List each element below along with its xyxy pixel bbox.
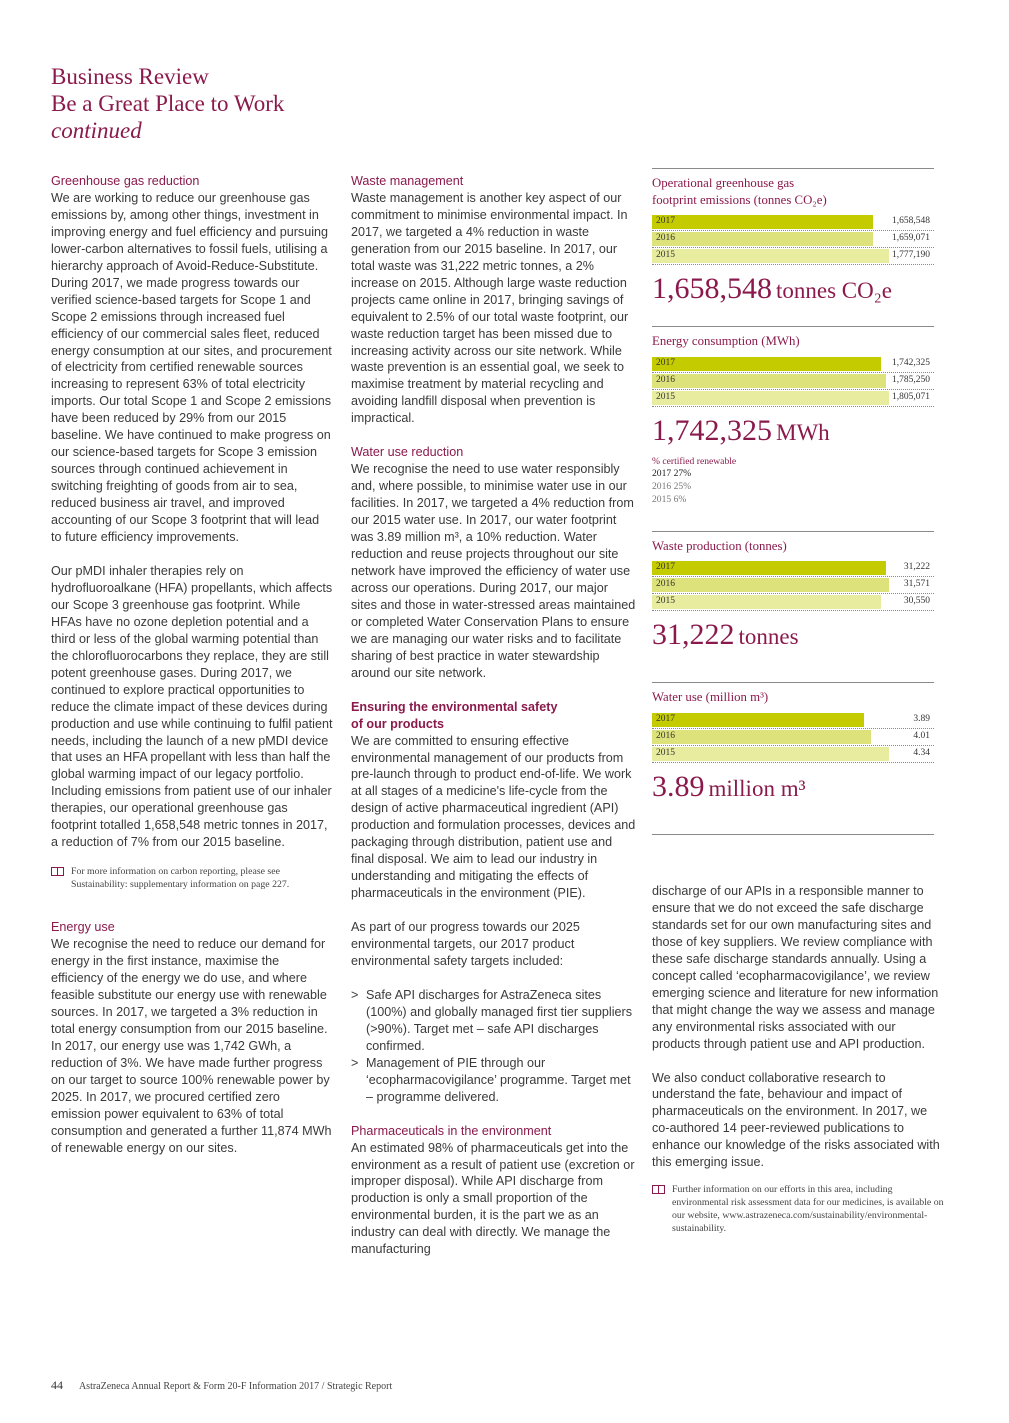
bar-year-label: 2015 <box>656 596 675 607</box>
kpi-headline <box>652 769 934 810</box>
kpi-unit: million m³ <box>708 775 806 801</box>
footer-text: AstraZeneca Annual Report & Form 20-F Information 2017 / Strategic Report <box>78 1381 393 1392</box>
section-title: Business Review <box>51 64 209 89</box>
bar-value-label: 1,658,548 <box>892 216 930 226</box>
page-title: Be a Great Place to Work <box>51 91 285 116</box>
bar-2017 <box>652 713 864 727</box>
bar-chart <box>652 356 934 407</box>
kpi-value: 31,222 <box>652 618 735 652</box>
kpi-unit: tonnes CO₂e <box>776 278 892 303</box>
water-paragraph: We recognise the need to use water responsibly and, where possible, to minimise water use in our facilities. In 2017, we targeted a 4% reduction from our 2015 water use. In 2017, our water footprint was 3.89 million m³, a 10% reduction. Water reduction and reuse projects throughout our site network have improved the efficiency of water use across our operations. During 2017, our major sites and those in water-stressed areas maintained or completed Water Conservation Plans to ensure we are managing our water risks and to facilitate sharing of best practice in water stewardship around our site network. <box>351 462 636 680</box>
kpi-value: 1,742,325 <box>652 413 772 447</box>
pharma-heading: Pharmaceuticals in the environment <box>351 1123 552 1138</box>
bar-value-label: 4.01 <box>913 730 930 741</box>
kpi-unit: tonnes <box>738 624 799 650</box>
kpi-value: 3.89 <box>652 769 705 803</box>
discharge-paragraph: discharge of our APIs in a responsible manner to ensure that we do not exceed the safe discharge standards set for our own manufacturing sites and those of key suppliers. We review compliance with these safe discharge standards annually. Using a concept called ‘ecopharmacovigilance’, we review emerging science and literature for new information that might change the way we assess and manage any environmental risks associated with our products through patient use and API production. <box>652 884 939 1051</box>
kpi-divider <box>652 834 934 835</box>
kpi-title-line-1: Operational greenhouse gas <box>652 176 795 190</box>
kpi-headline <box>652 271 934 312</box>
bar-2015 <box>652 249 889 263</box>
page-header <box>51 63 284 144</box>
bar-value-label: 1,777,190 <box>892 250 930 260</box>
bar-value-label: 3.89 <box>913 713 930 724</box>
bar-year-label: 2017 <box>656 562 675 573</box>
kpi-title <box>652 175 934 208</box>
safety-heading <box>351 699 636 733</box>
bar-year-label: 2017 <box>656 357 675 368</box>
bar-row-2017 <box>652 712 934 729</box>
bar-row-2015 <box>652 594 934 611</box>
bar-2017 <box>652 357 881 371</box>
bar-value-label: 31,222 <box>903 562 930 573</box>
kpi-value: 1,658,548 <box>652 272 772 305</box>
bar-row-2015 <box>652 746 934 763</box>
renewable-title: % certified renewable <box>652 455 737 467</box>
bar-2017 <box>652 561 886 575</box>
kpi-ghg <box>652 168 934 312</box>
waste-paragraph: Waste management is another key aspect of our commitment to minimise environmental impact. In 2017, we targeted a 4% reduction in waste generation from our 2015 baseline. In 2017, our total waste was 31,222 metric tonnes, a 2% increase on 2015. Although large waste reduction projects came online in 2017, bringing savings of equivalent to 2.5% of our total waste footprint, our waste reduction target has been missed due to increasing activity across our site network. While waste prevention is an essential goal, we seek to maximise treatment by material recycling and avoiding landfill disposal when prevention is impractical. <box>351 190 629 426</box>
ghg-heading: Greenhouse gas reduction <box>51 174 200 188</box>
bar-row-2015 <box>652 248 934 265</box>
bar-row-2015 <box>652 390 934 407</box>
page-footer <box>51 1378 392 1393</box>
kpi-title: Water use (million m³) <box>652 690 769 705</box>
bullet-text: Management of PIE through our ‘ecopharmacovigilance’ programme. Target met – programme delivered. <box>366 1055 631 1104</box>
kpi-headline <box>652 617 934 658</box>
column-1 <box>51 173 333 1157</box>
list-item <box>351 1055 636 1106</box>
bullet-text: Safe API discharges for AstraZeneca sites (100%) and globally managed first tier suppliers (>90%). Target met – safe API discharges confirmed. <box>366 987 633 1053</box>
kpi-title: Energy consumption (MWh) <box>652 334 800 348</box>
ghg-paragraph-1: We are working to reduce our greenhouse gas emissions by, among other things, investment in improving energy and fuel efficiency and pursuing lower-carbon alternatives to fossil fuels, utilising a hierarchy approach of Avoid-Reduce-Substitute. During 2017, we made progress towards our verified science-based targets for Scope 1 and Scope 2 emissions through increased fuel efficiency of our commercial sales fleet, reduced energy consumption at our sites, and procurement of electricity from certified renewable sources increasing to represent 63% of total electricity imports. Our total Scope 1 and Scope 2 emissions have been reduced by 29% from our 2015 baseline. We have continued to make progress on our science-based targets for Scope 3 emission sources through continued achievement in switching freighting of goods from air to sea, reduced business air travel, and improved accounting of our Scope 3 footprint that will lead to future efficiency improvements. <box>51 190 332 545</box>
pharma-paragraph: An estimated 98% of pharmaceuticals get into the environment as a result of patient use (excretion or improper disposal). While API discharge from production is only a small proportion of the environmental burden, it is the part we as an industry can deal with directly. We manage the manufacturing <box>351 1140 635 1257</box>
bar-value-label: 31,571 <box>903 579 930 590</box>
bar-year-label: 2015 <box>656 747 675 758</box>
ghg-paragraph-2: Our pMDI inhaler therapies rely on hydrofluoroalkane (HFA) propellants, which affects our Scope 3 greenhouse gas footprint. While HFAs have no ozone depletion potential and a third or less of the global warming potential than the chlorofluorocarbons they replace, they are still potent greenhouse gases. During 2017, we continued to explore practical opportunities to reduce the climate impact of these devices during production and use while continuing to fulfil patient needs, including the launch of a new pMDI device that uses an HFA propellant with less than half the global warming impact of our legacy portfolio. Including emissions from patient use of our inhaler therapies, our operational greenhouse gas footprint totalled 1,658,548 metric tonnes in 2017, a reduction of 7% from our 2015 baseline. <box>51 563 333 850</box>
bar-2017 <box>652 215 873 229</box>
waste-heading: Waste management <box>351 174 464 188</box>
bar-year-label: 2016 <box>656 579 675 590</box>
bar-year-label: 2016 <box>656 233 675 243</box>
book-icon <box>51 867 64 876</box>
kpi-waste <box>652 531 934 659</box>
bar-year-label: 2015 <box>656 391 675 402</box>
bullet-marker: > <box>351 987 359 1002</box>
bar-year-label: 2017 <box>656 216 675 226</box>
bar-chart <box>652 560 934 611</box>
kpi-energy <box>652 326 934 507</box>
renewable-2015: 2015 6% <box>652 493 687 505</box>
column-3-text <box>652 883 944 1235</box>
energy-heading: Energy use <box>51 920 115 935</box>
bar-value-label: 1,659,071 <box>892 233 930 243</box>
note-text: Further information on our efforts in this area, including environmental risk assessment data for our medicines, is available on our website, www.astrazeneca.com/sustainability/environmental-sustainability. <box>672 1184 944 1235</box>
kpi-headline <box>652 413 934 454</box>
bar-2016 <box>652 374 886 388</box>
bar-year-label: 2016 <box>656 374 675 385</box>
note-text: For more information on carbon reporting, please see Sustainability: supplementary information on page 227. <box>71 866 290 891</box>
safety-heading-line-1: Ensuring the environmental safety <box>351 699 558 714</box>
bar-value-label: 1,742,325 <box>892 357 930 368</box>
bar-year-label: 2015 <box>656 250 675 260</box>
bar-value-label: 1,805,071 <box>892 391 930 402</box>
safety-paragraph-1: We are committed to ensuring effective environmental management of our products from pre-launch through to product end-of-life. We work at all stages of a medicine's life-cycle from the design of active pharmaceutical ingredient (API) production and formulation processes, devices and packaging through distribution, patient use and final disposal. We aim to lead our industry in understanding and mitigating the effects of pharmaceuticals in the environment (PIE). <box>351 733 636 901</box>
continued-label: continued <box>51 118 142 143</box>
bar-chart <box>652 712 934 763</box>
bar-row-2016 <box>652 231 934 248</box>
bar-value-label: 30,550 <box>903 596 930 607</box>
energy-paragraph: We recognise the need to reduce our demand for energy in the first instance, maximise the efficiency of the energy we do use, and where feasible substitute our energy use with renewable sources. In 2017, we targeted a 3% reduction in total energy consumption from our 2015 baseline. In 2017, our energy use was 1,742 GWh, a reduction of 3%. We have made further progress on our target to source 100% renewable power by 2025. In 2017, we procured certified zero emission power equivalent to 63% of total consumption and generated a further 11,874 MWh of renewable energy on our sites. <box>51 937 332 1155</box>
bullet-marker: > <box>351 1055 359 1070</box>
renewable-breakdown <box>652 456 934 507</box>
safety-heading-line-2: of our products <box>351 716 445 731</box>
monitor-icon <box>652 1185 665 1194</box>
bar-2016 <box>652 578 889 592</box>
bar-value-label: 1,785,250 <box>892 374 930 385</box>
renewable-2017: 2017 27% <box>652 468 692 480</box>
kpi-water <box>652 682 934 810</box>
water-heading: Water use reduction <box>351 445 464 460</box>
carbon-reporting-note <box>51 865 333 891</box>
bar-2015 <box>652 595 881 609</box>
bar-2016 <box>652 730 871 744</box>
bar-2015 <box>652 747 889 761</box>
bar-2016 <box>652 232 873 246</box>
research-paragraph: We also conduct collaborative research to understand the fate, behaviour and impact of pharmaceuticals on the environment. In 2017, we co-authored 14 peer-reviewed publications to enhance our knowledge of the risks associated with this emerging issue. <box>652 1070 940 1170</box>
targets-list <box>351 987 636 1106</box>
bar-year-label: 2017 <box>656 713 675 724</box>
bar-row-2017 <box>652 356 934 373</box>
further-info-note <box>652 1183 944 1235</box>
safety-paragraph-2: As part of our progress towards our 2025 environmental targets, our 2017 product environmental safety targets included: <box>351 920 580 968</box>
renewable-2016: 2016 25% <box>652 481 692 493</box>
bar-value-label: 4.34 <box>913 747 930 758</box>
bar-row-2017 <box>652 214 934 231</box>
column-2 <box>351 173 636 1258</box>
bar-row-2016 <box>652 373 934 390</box>
bar-row-2017 <box>652 560 934 577</box>
kpi-unit: MWh <box>776 419 830 445</box>
kpi-panel <box>652 168 934 835</box>
bar-year-label: 2016 <box>656 730 675 741</box>
kpi-title: Waste production (tonnes) <box>652 538 787 553</box>
bar-row-2016 <box>652 729 934 746</box>
page-number: 44 <box>51 1378 63 1392</box>
bar-chart <box>652 214 934 265</box>
bar-row-2016 <box>652 577 934 594</box>
bar-2015 <box>652 391 889 405</box>
kpi-title-line-2: footprint emissions (tonnes CO₂e) <box>652 192 827 207</box>
list-item <box>351 987 636 1055</box>
